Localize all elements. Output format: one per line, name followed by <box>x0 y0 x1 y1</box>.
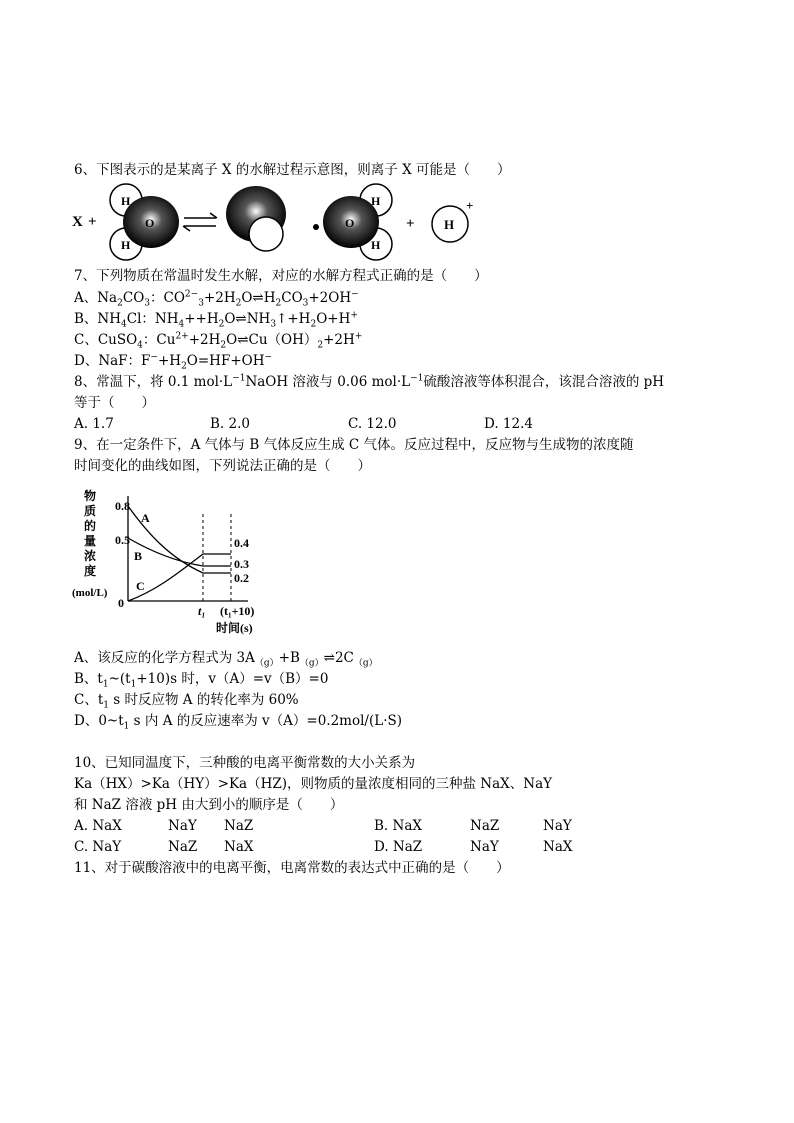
q10-option-b-1: B. NaX <box>374 818 422 834</box>
q10-option-c-1: C. NaY <box>74 839 122 855</box>
h-atom-label: H <box>371 194 381 208</box>
q10-option-d-3: NaX <box>543 839 573 855</box>
q10-option-c-3: NaX <box>224 839 254 855</box>
q7-option-b: B、$NH_4Cl$：$NH_4++H_2O\rightleftharpoons NH_3↑+H_2O+H^+$ <box>74 310 358 330</box>
x-axis-label: 时间(s) <box>216 621 253 635</box>
q10-option-a-1: A. NaX <box>74 818 122 834</box>
q8-stem-line1: 8、常温下，将 0.1 $mol\cdot L^{-1}NaOH$ 溶液与 0.06 $mol\cdot L^{-1}$硫酸溶液等体积混合，该混合溶液的 pH <box>74 373 665 390</box>
positive-charge: + <box>466 198 474 213</box>
q10-option-b-2: NaZ <box>470 818 500 834</box>
water-molecule-2 <box>323 184 392 260</box>
q8-option-a: A. 1.7 <box>74 416 114 432</box>
q8-option-b: B. 2.0 <box>210 416 250 432</box>
q10-option-d-2: NaY <box>470 839 499 855</box>
curve-b <box>128 538 231 566</box>
q6-hydrolysis-diagram <box>66 182 486 262</box>
q10-option-a-3: NaZ <box>224 818 254 834</box>
q9-option-c: C、$t_1$ s 时反应物 A 的转化率为 60% <box>74 692 299 711</box>
curve-label-b: B <box>134 549 143 563</box>
plus-sign: + <box>406 216 415 232</box>
q9-option-a: A、该反应的化学方程式为 $3A_{(g)}+B_{(g)}\rightleftharpoons 2C_{(g)}$ <box>74 650 378 669</box>
y-tick-label: 0.5 <box>115 533 130 547</box>
x-tick-label: t₁ <box>198 604 206 618</box>
q7-option-d: D、NaF：$F^-+H_2O=HF+OH^-$ <box>74 352 273 372</box>
o-atom-label: O <box>345 216 355 230</box>
q8-stem-line2: 等于（ ） <box>74 395 155 411</box>
q10-stem-line3: 和 NaZ 溶液 pH 由大到小的顺序是（ ） <box>74 797 344 813</box>
curve-label-c: C <box>136 579 145 593</box>
q9-option-d: D、$0\sim t_1$ s 内 A 的反应速率为 v（A）=0.2mol/(L·S) <box>74 713 403 732</box>
q10-stem-line2: Ka（HX）>Ka（HY）>Ka（HZ)，则物质的量浓度相同的三种盐 NaX、NaY <box>74 776 553 792</box>
equilibrium-arrow-icon <box>183 213 217 231</box>
value-label: 0.2 <box>234 571 249 585</box>
h-atom-label: H <box>444 217 455 232</box>
q9-concentration-chart <box>70 486 280 640</box>
y-tick-label: 0 <box>118 596 124 610</box>
q10-stem-line1: 10、已知同温度下，三种酸的电离平衡常数的大小关系为 <box>74 755 416 771</box>
ion-x-label: X <box>72 214 83 230</box>
y-axis-label <box>72 488 108 599</box>
x-tick-label: (t₁+10) <box>220 604 255 618</box>
svg-text:量: 量 <box>84 534 97 548</box>
q10-option-d-1: D. NaZ <box>374 839 423 855</box>
q6-stem: 6、下图表示的是某离子 X 的水解过程示意图，则离子 X 可能是（ ） <box>74 162 511 178</box>
h-atom-label: H <box>121 238 131 252</box>
hydrogen-ion <box>432 198 473 242</box>
svg-text:质: 质 <box>84 504 97 518</box>
q7-option-a: A、$Na_2CO_3$：$CO^{2-}_3+2H_2O\rightleftharpoons H_2CO_3+2OH^-$ <box>74 289 359 309</box>
q9-stem-line2: 时间变化的曲线如图，下列说法正确的是（ ） <box>74 458 371 474</box>
separator-dot <box>313 224 319 230</box>
q9-stem-line1: 9、在一定条件下，A 气体与 B 气体反应生成 C 气体。反应过程中，反应物与生成物的浓度随 <box>74 437 634 453</box>
value-label: 0.3 <box>234 557 249 571</box>
q10-option-c-2: NaZ <box>168 839 198 855</box>
q11-stem: 11、对于碳酸溶液中的电离平衡，电离常数的表达式中正确的是（ ） <box>74 860 510 876</box>
value-label: 0.4 <box>234 536 249 550</box>
q8-option-d: D. 12.4 <box>484 416 533 432</box>
svg-text:浓: 浓 <box>84 549 97 563</box>
q7-option-c: C、CuSO$_4$：$Cu^{2+}+2H_2O\rightleftharpoons Cu(OH)_2+2H^+$ <box>74 331 363 351</box>
curve-label-a: A <box>141 511 150 525</box>
q9-option-b: B、$t_1\sim(t_1+10)s$ 时，v（A）=v（B）=0 <box>74 671 329 690</box>
q8-option-c: C. 12.0 <box>348 416 397 432</box>
h-atom-label: H <box>371 238 381 252</box>
y-tick-label: 0.8 <box>115 499 130 513</box>
h-atom-label: H <box>121 194 131 208</box>
svg-text:的: 的 <box>84 519 97 533</box>
plus-sign: + <box>88 214 97 230</box>
q10-option-a-2: NaY <box>168 818 197 834</box>
svg-text:物: 物 <box>84 489 97 503</box>
water-molecule-1 <box>110 184 179 260</box>
product-species <box>226 186 286 251</box>
svg-text:(mol/L): (mol/L) <box>72 587 108 599</box>
svg-text:度: 度 <box>84 564 97 578</box>
o-atom-label: O <box>145 216 155 230</box>
q10-option-b-3: NaY <box>543 818 572 834</box>
q7-stem: 7、下列物质在常温时发生水解，对应的水解方程式正确的是（ ） <box>74 268 488 284</box>
